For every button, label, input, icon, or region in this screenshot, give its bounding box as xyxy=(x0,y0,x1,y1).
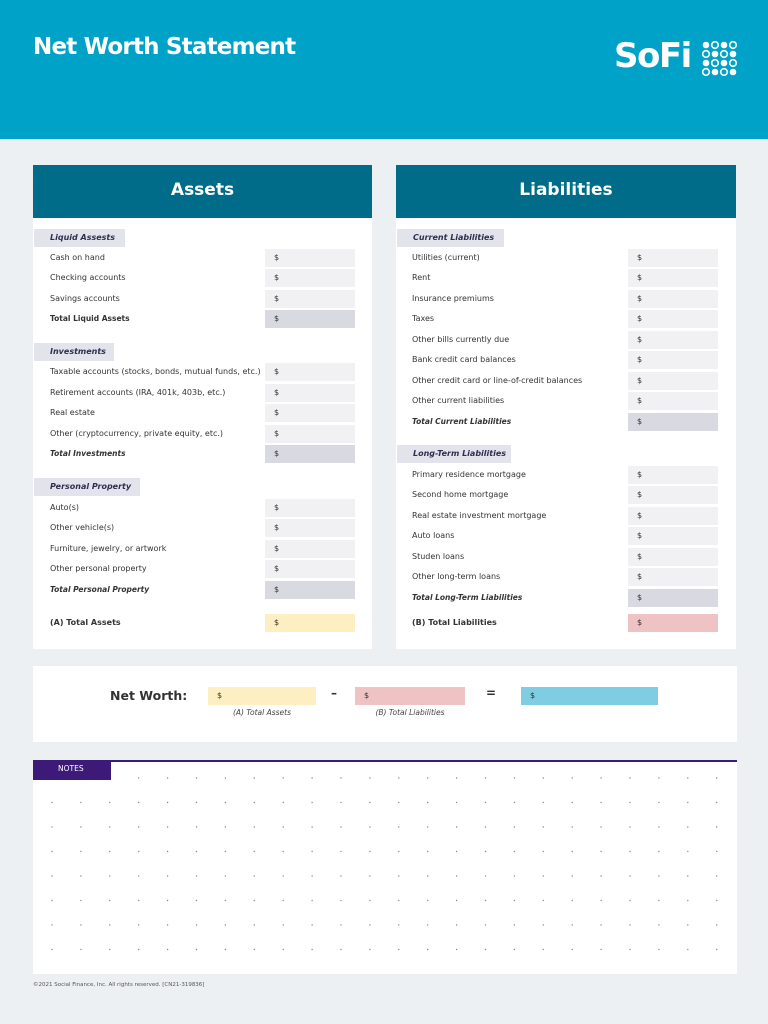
total-liquid-assets-field[interactable]: $ xyxy=(265,310,355,328)
row-label: Retirement accounts (IRA, 401k, 403b, etc.) xyxy=(50,388,226,397)
other-current-liabilities-field[interactable]: $ xyxy=(628,392,718,410)
checking-accounts-field[interactable]: $ xyxy=(265,269,355,287)
footer-copyright: ©2021 Social Finance, Inc. All rights reserved. [CN21-319836] xyxy=(33,982,205,988)
other-vehicles-field[interactable]: $ xyxy=(265,519,355,537)
total-assets-field[interactable]: $ xyxy=(265,614,355,632)
real-estate-field[interactable]: $ xyxy=(265,404,355,422)
other-bills-field[interactable]: $ xyxy=(628,331,718,349)
row-label: Other current liabilities xyxy=(412,396,505,405)
caption-total-liabilities: (B) Total Liabilities xyxy=(375,708,445,717)
savings-accounts-field[interactable]: $ xyxy=(265,290,355,308)
cash-on-hand-field[interactable]: $ xyxy=(265,249,355,267)
row-label: Primary residence mortgage xyxy=(412,470,526,479)
liabilities-panel xyxy=(396,165,736,649)
investments-label: Investments xyxy=(34,343,114,361)
assets-panel xyxy=(33,165,372,649)
row-label: Furniture, jewelry, or artwork xyxy=(50,544,167,553)
current-liabilities-label: Current Liabilities xyxy=(397,229,504,247)
notes-tab: NOTES xyxy=(33,760,111,780)
other-personal-property-field[interactable]: $ xyxy=(265,560,355,578)
caption-total-assets: (A) Total Assets xyxy=(232,708,292,717)
autos-field[interactable]: $ xyxy=(265,499,355,517)
personal-property-label: Personal Property xyxy=(34,478,140,496)
assets-heading: Assets xyxy=(33,165,372,218)
total-liabilities-label: (B) Total Liabilities xyxy=(412,618,497,627)
total-investments-field[interactable]: $ xyxy=(265,445,355,463)
row-label: Auto loans xyxy=(412,531,455,540)
taxable-accounts-field[interactable]: $ xyxy=(265,363,355,381)
liabilities-heading: Liabilities xyxy=(396,165,736,218)
real-estate-mortgage-field[interactable]: $ xyxy=(628,507,718,525)
taxes-field[interactable]: $ xyxy=(628,310,718,328)
row-label: Real estate investment mortgage xyxy=(412,511,547,520)
row-label: Other bills currently due xyxy=(412,335,510,344)
liquid-assets-label: Liquid Assests xyxy=(34,229,125,247)
notes-dot-grid xyxy=(33,762,737,974)
net-worth-liabilities-field[interactable]: $ xyxy=(355,687,465,705)
notes-section[interactable] xyxy=(33,760,737,974)
total-row-label: Total Personal Property xyxy=(50,585,150,594)
page-title: Net Worth Statement xyxy=(33,34,296,60)
row-label: Other personal property xyxy=(50,564,147,573)
row-label: Utilities (current) xyxy=(412,253,480,262)
row-label: Studen loans xyxy=(412,552,465,561)
long-term-liabilities-label: Long-Term Liabilities xyxy=(397,445,511,463)
insurance-premiums-field[interactable]: $ xyxy=(628,290,718,308)
row-label: Bank credit card balances xyxy=(412,355,516,364)
row-label: Rent xyxy=(412,273,431,282)
total-row-label: Total Current Liabilities xyxy=(412,417,512,426)
primary-mortgage-field[interactable]: $ xyxy=(628,466,718,484)
row-label: Other vehicle(s) xyxy=(50,523,115,532)
row-label: Other credit card or line-of-credit balances xyxy=(412,376,583,385)
other-investments-field[interactable]: $ xyxy=(265,425,355,443)
utilities-field[interactable]: $ xyxy=(628,249,718,267)
row-label: Checking accounts xyxy=(50,273,126,282)
row-label: Taxable accounts (stocks, bonds, mutual funds, etc.) xyxy=(50,367,261,376)
logo-dots-icon xyxy=(702,41,738,77)
retirement-accounts-field[interactable]: $ xyxy=(265,384,355,402)
other-credit-field[interactable]: $ xyxy=(628,372,718,390)
row-label: Cash on hand xyxy=(50,253,105,262)
total-row-label: Total Liquid Assets xyxy=(50,314,130,323)
net-worth-label: Net Worth: xyxy=(110,688,188,703)
row-label: Taxes xyxy=(412,314,435,323)
total-row-label: Total Long-Term Liabilities xyxy=(412,593,523,602)
furniture-field[interactable]: $ xyxy=(265,540,355,558)
page-header xyxy=(0,0,768,139)
total-personal-property-field[interactable]: $ xyxy=(265,581,355,599)
student-loans-field[interactable]: $ xyxy=(628,548,718,566)
bank-credit-card-field[interactable]: $ xyxy=(628,351,718,369)
net-worth-section xyxy=(33,666,737,742)
logo-wordmark: SoFi xyxy=(614,36,691,76)
row-label: Insurance premiums xyxy=(412,294,494,303)
net-worth-result-field[interactable]: $ xyxy=(521,687,658,705)
total-current-liabilities-field[interactable]: $ xyxy=(628,413,718,431)
row-label: Auto(s) xyxy=(50,503,79,512)
minus-sign: – xyxy=(331,686,337,700)
total-assets-label: (A) Total Assets xyxy=(50,618,121,627)
total-row-label: Total Investments xyxy=(50,449,126,458)
total-liabilities-field[interactable]: $ xyxy=(628,614,718,632)
rent-field[interactable]: $ xyxy=(628,269,718,287)
row-label: Other (cryptocurrency, private equity, etc.) xyxy=(50,429,224,438)
other-long-term-loans-field[interactable]: $ xyxy=(628,568,718,586)
row-label: Other long-term loans xyxy=(412,572,501,581)
total-long-term-liabilities-field[interactable]: $ xyxy=(628,589,718,607)
row-label: Second home mortgage xyxy=(412,490,509,499)
second-home-mortgage-field[interactable]: $ xyxy=(628,486,718,504)
net-worth-assets-field[interactable]: $ xyxy=(208,687,316,705)
equals-sign: = xyxy=(486,686,497,700)
row-label: Savings accounts xyxy=(50,294,120,303)
row-label: Real estate xyxy=(50,408,95,417)
auto-loans-field[interactable]: $ xyxy=(628,527,718,545)
